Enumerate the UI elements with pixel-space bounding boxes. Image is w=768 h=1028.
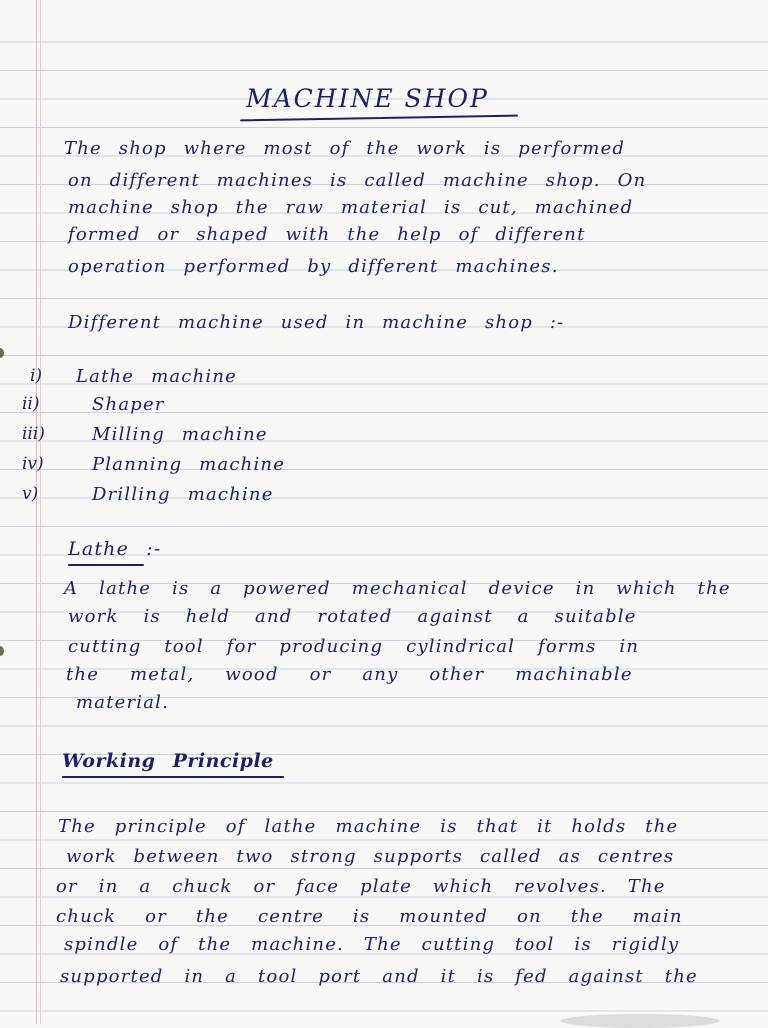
working-line: spindle of the machine. The cutting tool is rigidly bbox=[64, 934, 680, 955]
working-line: The principle of lathe machine is that it holds the bbox=[58, 816, 679, 837]
intro-line: machine shop the raw material is cut, machined bbox=[68, 197, 634, 218]
list-number: iv) bbox=[22, 454, 44, 474]
intro-line: on different machines is called machine shop. On bbox=[68, 170, 647, 191]
list-number: iii) bbox=[22, 424, 45, 444]
margin-line bbox=[36, 0, 37, 1024]
working-line: or in a chuck or face plate which revolves. The bbox=[56, 876, 666, 897]
title-underline bbox=[240, 115, 518, 122]
list-number: v) bbox=[22, 484, 39, 504]
working-heading-underline bbox=[62, 776, 284, 778]
working-principle-heading: Working Principle bbox=[62, 750, 274, 772]
list-heading: Different machine used in machine shop :- bbox=[68, 312, 565, 333]
intro-line: The shop where most of the work is performed bbox=[64, 138, 626, 159]
list-number: ii) bbox=[22, 394, 40, 414]
lathe-line: cutting tool for producing cylindrical forms in bbox=[68, 636, 640, 657]
list-item: Shaper bbox=[92, 394, 165, 415]
page-shadow bbox=[560, 1014, 720, 1028]
list-item: Planning machine bbox=[92, 454, 286, 475]
lathe-line: work is held and rotated against a suitable bbox=[68, 606, 637, 627]
working-line: chuck or the centre is mounted on the main bbox=[56, 906, 683, 927]
list-number: i) bbox=[30, 366, 43, 386]
page-title: MACHINE SHOP bbox=[246, 84, 489, 113]
binder-hole bbox=[0, 348, 4, 358]
working-line: supported in a tool port and it is fed against the bbox=[60, 966, 698, 987]
lathe-heading-underline bbox=[68, 564, 144, 566]
list-item: Lathe machine bbox=[76, 366, 237, 387]
working-line: work between two strong supports called as centres bbox=[66, 846, 675, 867]
list-item: Milling machine bbox=[92, 424, 268, 445]
intro-line: operation performed by different machines. bbox=[68, 256, 559, 277]
lathe-line: the metal, wood or any other machinable bbox=[66, 664, 633, 685]
lathe-line: A lathe is a powered mechanical device in which the bbox=[64, 578, 731, 599]
intro-line: formed or shaped with the help of different bbox=[68, 224, 586, 245]
list-item: Drilling machine bbox=[92, 484, 274, 505]
lathe-line: material. bbox=[76, 692, 170, 713]
margin-line-inner bbox=[40, 0, 41, 1024]
binder-hole bbox=[0, 646, 4, 656]
lathe-heading: Lathe :- bbox=[68, 538, 162, 560]
